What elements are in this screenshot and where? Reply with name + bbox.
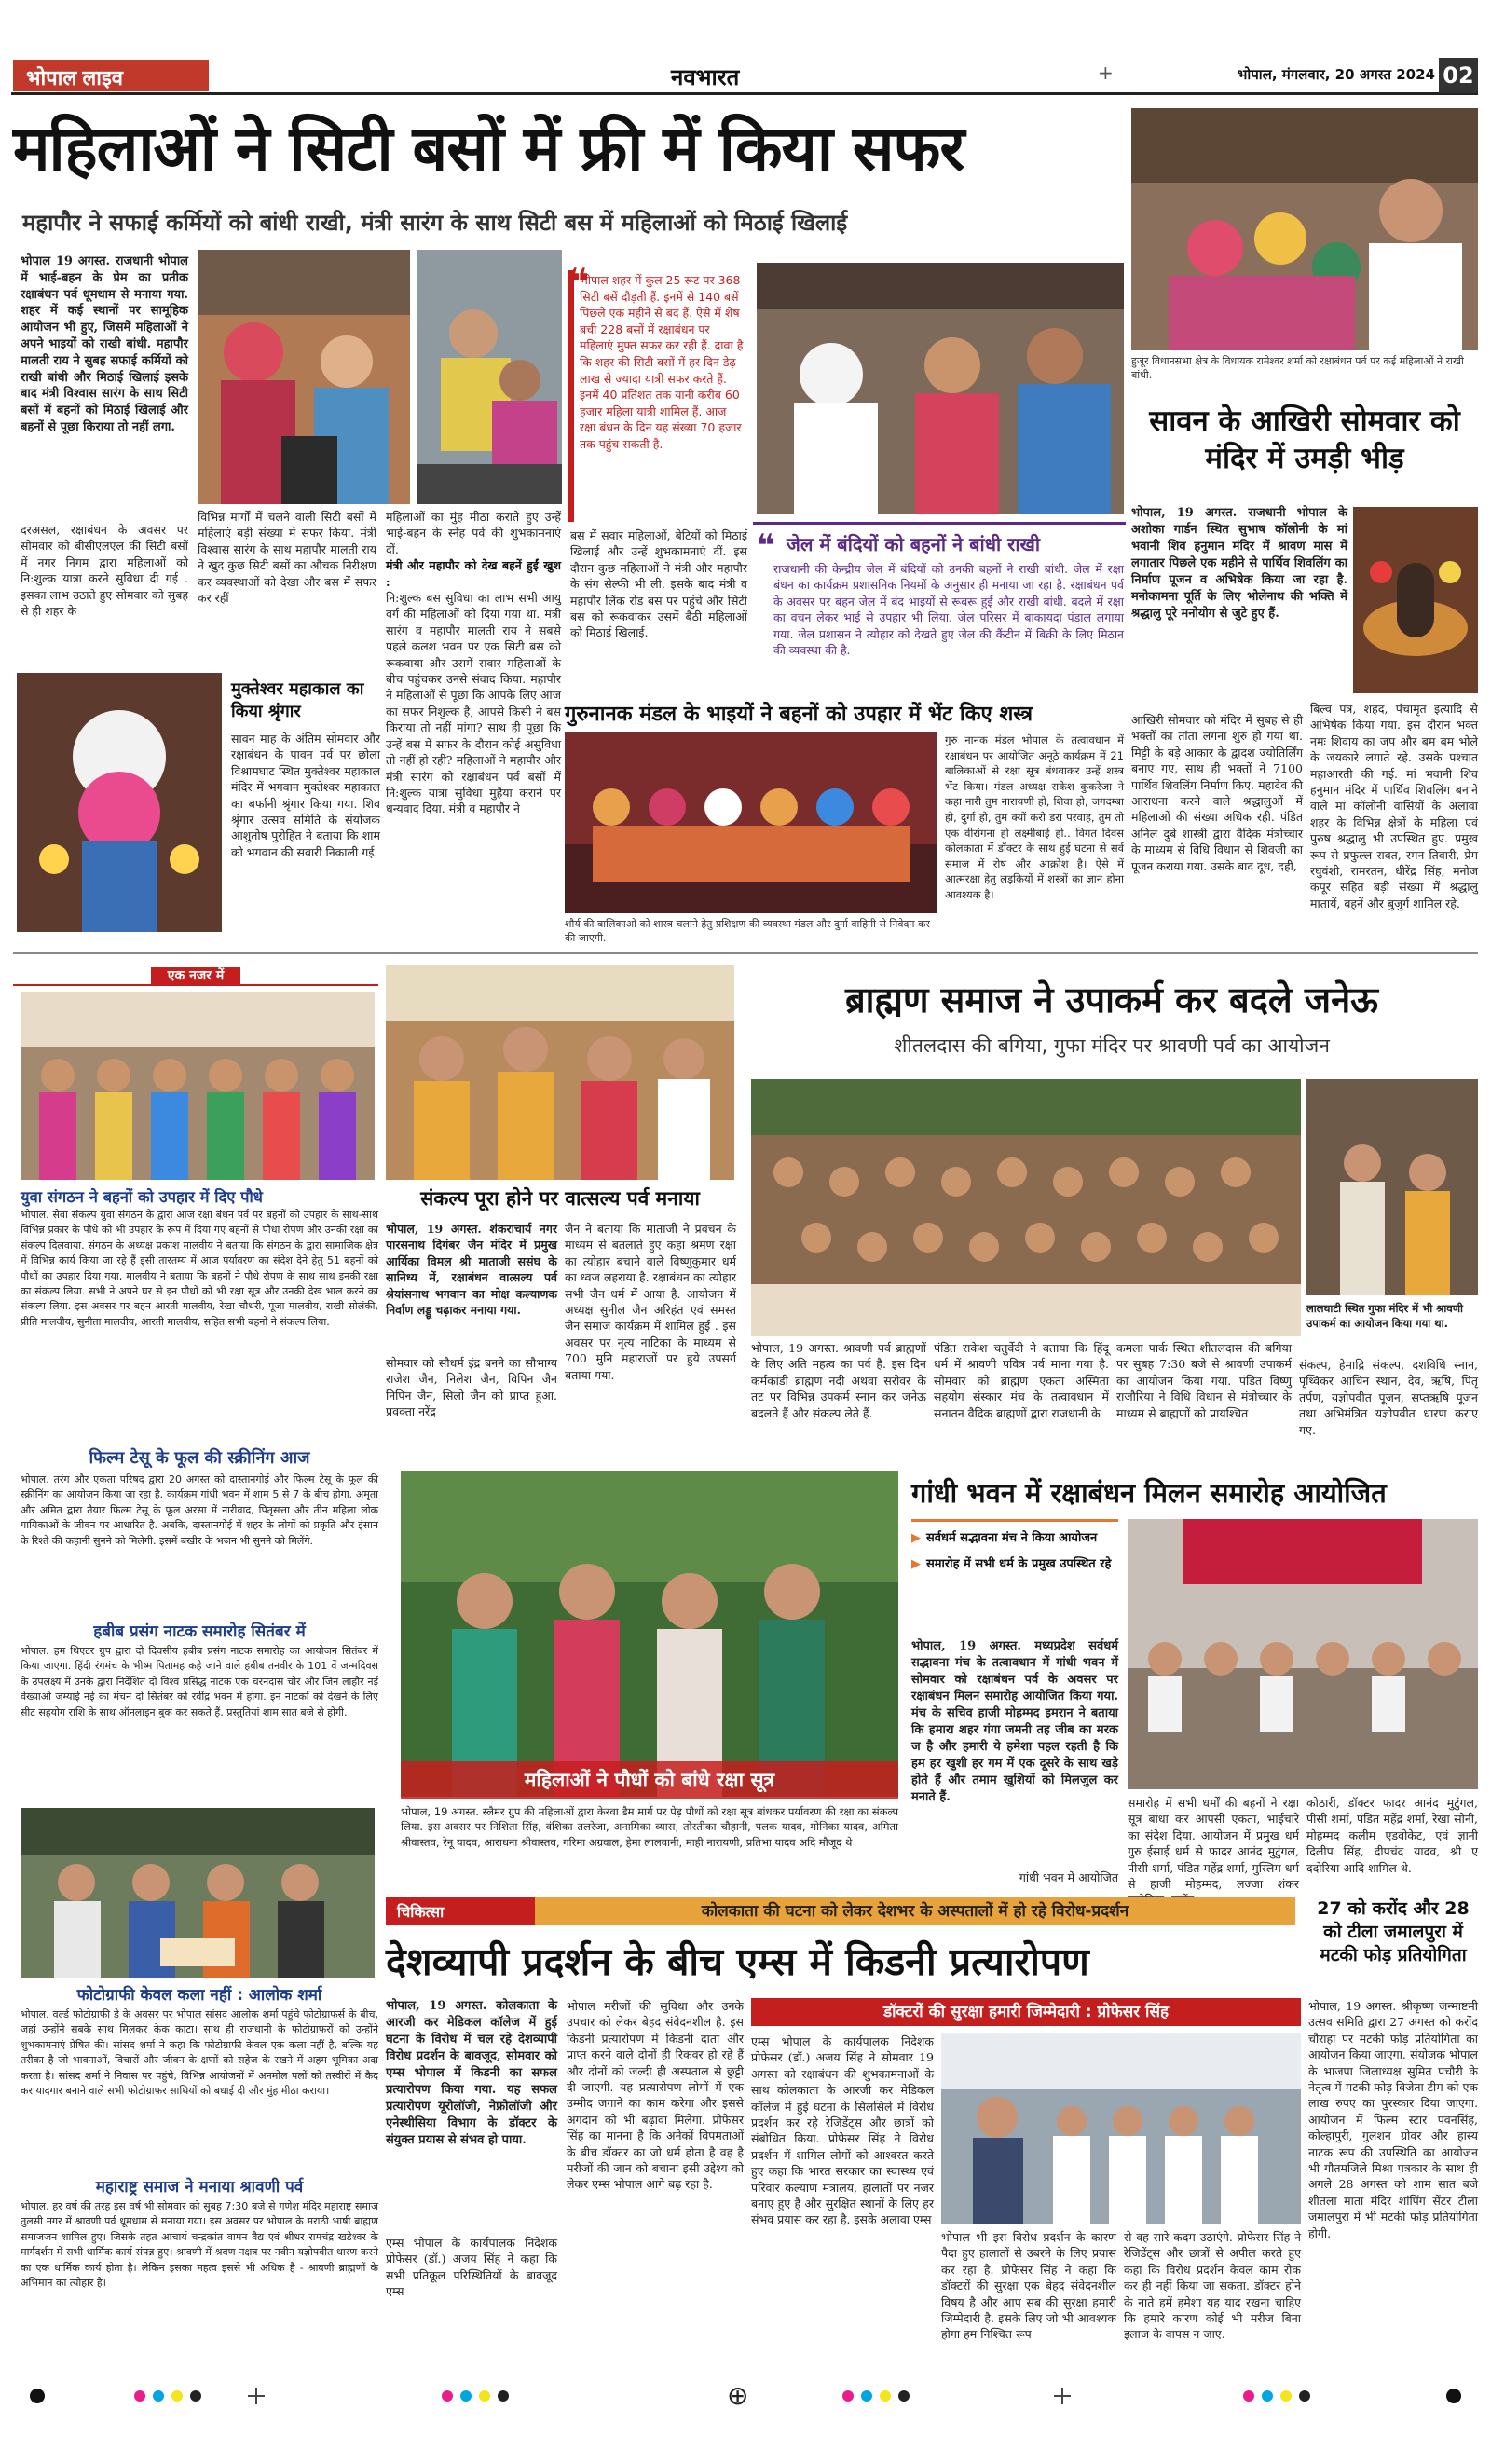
mahakal-body: सावन माह के अंतिम सोमवार और रक्षाबंधन के पावन पर्व पर छोला विश्रामघाट स्थित मुक्तेश्वर महाकाल मंदिर में भगवान मुक्तेश्वर महाकाल का बर्फानी श्रृंगार किया गया. शिव श्रृंगार उत्सव समिति के संयोजक आशुतोष पुरोहित ने बताया कि शाम को भगवान की सवारी निकाली गई. <box>231 732 380 859</box>
photo-mayor-bus <box>417 250 562 504</box>
s2-title: फिल्म टेसू के फूल की स्क्रीनिंग आज <box>89 1448 310 1468</box>
kidney-col3: एम्स भोपाल के कार्यपालक निदेशक प्रोफेसर (डॉ.) अजय सिंह ने सोमवार 19 अगस्त को रक्षाबंधन की शुभकामनाओं के साथ कोलकाता के आरजी कर मेडिकल कॉलेज में हुई घटना के सिलसिले में विरोध प्रदर्शन कर रहे रेजिडेंट्स और छात्रों को संबोधित किया. प्रोफेसर सिंह ने विरोध प्रदर्शन में शामिल लोगों को आश्वस्त करते हुए कहा कि भारत सरकार का स्वास्थ्य एवं परिवार कल्याण मंत्रालय, हालातों पर नजर बनाए हुए है और सुरक्षित स्थानों के लिए हर संभव प्रयास कर रहा है. इसके अलावा एम्स <box>751 2034 934 2227</box>
jail-quote-icon: ❝ <box>757 527 775 565</box>
ek-nazar-label <box>13 965 378 986</box>
brahman-col4: संकल्प, हेमाद्रि संकल्प, दशविधि स्नान, पृथ्विकर आंचिन स्थान, देव, ऋषि, पितृ तर्पण, यज्ञोपवीत पूजन, सप्तऋषि पूजन तथा अभिमंत्रित यज्ञोपवीत धारण कराए गए. <box>1299 1358 1478 1437</box>
gandhi-bullets <box>911 1519 1118 1631</box>
lead-col3: महिलाओं का मुंह मीठा कराते हुए उन्हें भाई-बहन के स्नेह पर्व की शुभकामनाएं दीं. <box>386 510 561 556</box>
s5-body: भोपाल. हर वर्ष की तरह इस वर्ष भी सोमवार को सुबह 7:30 बजे से गणेश मंदिर महाराष्ट्र समाज तुलसी नगर में श्रावणी पर्व धूमधाम से मनाया गया। इस अवसर पर भोपाल के मराठी भाषी ब्राह्मण समाजजन शामिल हुए। जिसके तहत आचार्य चन्द्रकांत वामन वैद्य एवं श्रीधर रामचंद्र खडेश्वर के मार्गदर्शन में सभी धार्मिक कार्य संपन्न हुए। श्रावणी में श्रवण नक्षत्र पर नवीन यज्ञोपवीत धारण करने का एक धार्मिक कार्य होता है। लेकिन इसका महत्व इससे भी अधिक है - श्रावणी ब्राह्मणों के अभिमान का त्योहार है। <box>21 2200 378 2290</box>
gandhi-col3: कोठारी, डॉक्टर फादर आनंद मुटुंगल, पीसी शर्मा, पंडित महेंद्र शर्मा, रेखा सोनी, मोहम्मद कलीम एडवोकेट, एवं ज्ञानी दिलीप सिंह, दीपचंद यादव, श्री ए ददोरिया आदि शामिल थे. <box>1306 1796 1478 1875</box>
photo-photographers <box>21 1808 375 1978</box>
s1-title: युवा संगठन ने बहनों को उपहार में दिए पौधे <box>21 1188 263 1206</box>
s3-body: भोपाल. हम थिएटर ग्रुप द्वारा दो दिवसीय हबीब प्रसंग नाटक समारोह का आयोजन सितंबर में किया जाएगा. हिंदी रंगमंच के भीष्म पितामह कहे जाने वाले हबीब तनवीर के 101 वें जन्मदिवस के उपलक्ष्य में उनके द्वारा निर्देशित दो विश्व प्रसिद्ध नाटक एक चरनदास चोर और जिन लाहौर नई वेख्याओ जम्याई नई का मंचन दो सितंबर को रवींद्र भवन में होगा. इन नाटकों को देखने के लिए सीट सहयोग राशि के साथ ऑनलाइन बुक कर सकते हैं. प्रस्तुतियां शाम सात बजे से होंगी. <box>21 1645 378 1718</box>
photo-gufa-mandir <box>1306 1079 1478 1295</box>
kidney-strip: कोलकाता की घटना को लेकर देशभर के अस्पतालों में हो रहे विरोध-प्रदर्शन <box>535 1897 1295 1925</box>
bullet-1 <box>911 1529 1118 1548</box>
dateline: भोपाल, मंगलवार, 20 अगस्त 2024 <box>1237 66 1435 83</box>
temple-headline: सावन के आखिरी सोमवार को मंदिर में उमड़ी भीड़ <box>1149 404 1460 475</box>
photo-brahman-ritual <box>751 1079 1301 1336</box>
row-divider <box>13 952 1478 954</box>
s2-body: भोपाल. तरंग और एकता परिषद द्वारा 20 अगस्त को दास्तानगोई और फिल्म टेसू के फूल की स्क्रीनिंग का आयोजन किया जा रहा है. कार्यक्रम गांधी भवन में शाम 5 से 7 के बीच होगा. अमृता और अमित द्वारा तैयार फिल्म टेसू के फूल अरसा में नारीवाद, पितृसत्ता और तीन महिला लोक गायिकाओं के जीवन पर आधारित है. अबकि, दास्तानगोई में शहर के लोगों को प्रकृति और इंसान के रिश्ते की कहानी सुनने को मिलेगी. इसमें बखीर के भजन भी सुनने को मिलेंगे. <box>21 1473 378 1547</box>
gandhi-headline: गांधी भवन में रक्षाबंधन मिलन समारोह आयोजित <box>911 1477 1387 1509</box>
kidney-headline: देशव्यापी प्रदर्शन के बीच एम्स में किडनी प्रत्यारोपण <box>386 1939 1089 1984</box>
lead-col3-wrap <box>386 509 561 938</box>
brahman-headline: ब्राह्मण समाज ने उपाकर्म कर बदले जनेऊ <box>844 979 1378 1020</box>
lead-col3-subhead: मंत्री और महापौर को देख बहनें हुईं खुश : <box>386 558 561 589</box>
photo-women-trees <box>401 1471 898 1797</box>
doctor-banner: डॉक्टरों की सुरक्षा हमारी जिम्मेदारी : प्रोफेसर सिंह <box>751 1998 1301 2026</box>
brahman-col2: पंडित राकेश चतुर्वेदी ने बताया कि हिंदू धर्म में श्रावणी पवित्र पर्व माना गया है. सोमवार को ब्राह्मण एकता अस्मिता सहयोग संस्कार मंच के तत्वावधान में सनातन वैदिक ब्राह्मणों द्वारा राजधानी के <box>934 1341 1109 1420</box>
ek-nazar-text: एक नजर में <box>151 967 241 984</box>
kidney-lead: भोपाल, 19 अगस्त. कोलकाता के आरजी कर मेडिकल कॉलेज में हुई घटना के विरोध में चल रहे देशव्यापी विरोध प्रदर्शन के बावजूद, सोमवार को एम्स भोपाल में किडनी का सफल प्रत्यारोपण किया गया. यह सफल प्रत्यारोपण यूरोलॉजी, नेफ्रोलॉजी और एनेस्थीसिया विभाग के डॉक्टर के संयुक्त प्रयास से संभव हो पाया. <box>386 1999 557 2147</box>
gurunanak-title: गुरुनानक मंडल के भाइयों ने बहनों को उपहार में भेंट किए शस्त्र <box>565 703 1033 726</box>
registration-crosshair-icon: ⊕ <box>727 2380 749 2411</box>
photo-jain-munis <box>386 965 734 1180</box>
vatsalya-title: संकल्प पूरा होने पर वात्सल्य पर्व मनाया <box>420 1187 700 1210</box>
vatsalya-body2: जैन ने बताया कि माताजी ने प्रवचन के माध्यम से बतलाते हुए कहा श्रमण रक्षा का त्योहार बचाने वाले विष्णुकुमार धर्म का ध्वज लहराया है. रक्षाबंधन का त्योहार सभी जैन धर्म में आया है. आयोजन में अध्यक्ष सुनील जैन अरिहंत एवं समस्त जैन समाज कार्यक्रम में शामिल हुई . इस अवसर पर नृत्य नाटिका के माध्यम से 700 मुनि महाराजों पर हुये उपसर्ग बताया गया. <box>565 1222 736 1382</box>
s4-body: भोपाल. वर्ल्ड फोटोग्राफी डे के अवसर पर भोपाल सांसद आलोक शर्मा पहुंचे फोटोग्राफर्स के बीच, जहां उन्होंने सबके साथ मिलकर केक काटा। साथ ही राजधानी के फोटोग्राफरों को उन्होंने शुभकामनाएं प्रेषित की। सांसद शर्मा ने कहा कि फोटोग्राफी केवल एक कला नहीं है, बल्कि यह तरीका है जो भावनाओं, विचारों और जीवन के क्षणों को सहेज के रखने में अहम भूमिका अदा करता है। सांसद शर्मा ने निवास पर पहुंचे, विभिन्न आयोजनों में अनमोल पलों को तस्वीरों में कैद कर यादगार बनाने वाले सभी फोटोग्राफर साथियों को बधाई दी और मुंह मीठा कराया। <box>21 2008 378 2098</box>
photo-plants-gift <box>21 992 375 1180</box>
gurunanak-caption: शौर्य की बालिकाओं को शास्त्र चलाने हेतु प्रशिक्षण की व्यवस्था मंडल और दुर्गा वाहिनी से निवेदन कर की जाएगी. <box>565 918 930 944</box>
kidney-lead-tail: एम्स भोपाल के कार्यपालक निदेशक प्रोफेसर (डॉ.) अजय सिंह ने कहा कि सभी प्रतिकूल परिस्थितियों के बावजूद एम्स <box>386 2236 557 2299</box>
mahakal-title: मुक्तेश्वर महाकाल का किया श्रृंगार <box>231 679 364 721</box>
aiims-caption-1: भोपाल भी इस विरोध प्रदर्शन के कारण पैदा हुए हालातों से उबरने के लिए प्रयास कर रहा है. प्रोफेसर सिंह ने कहा कि डॉक्टरों की सुरक्षा एक बेहद संवेदनशील विषय है और आप सब की सुरक्षा हमारी जिम्मेदारी है. इसके लिए जो भी आवश्यक होगा हम निश्चित रूप <box>941 2230 1116 2342</box>
photo-shivling <box>1353 507 1478 693</box>
paper-name: नवभारत <box>671 63 740 90</box>
quote-mark-icon: ❝ <box>568 261 590 302</box>
gufa-caption: लालघाटी स्थित गुफा मंदिर में भी श्रावणी उपाकर्म का आयोजन किया गया था. <box>1306 1302 1464 1331</box>
dahi-headline: 27 को करोंद और 28 को टीला जमालपुरा में मटकी फोड़ प्रतियोगिता <box>1317 1898 1470 1965</box>
aiims-caption-2: से वह सारे कदम उठाएंगे. प्रोफेसर सिंह ने रेजिडेंट्स और छात्रों से अपील करते हुए कहा कि विरोध प्रदर्शन केवल काम रोक कर ही नहीं किया जा सकता. डॉक्टर होने के नाते हमें हमेशा यह याद रखना चाहिए कि हमारे कारण कोई भी मरीज बिना इलाज के वापस न जाए. <box>1124 2230 1301 2342</box>
plants-caption-bar: महिलाओं ने पौधों को बांधे रक्षा सूत्र <box>401 1761 898 1799</box>
info-box-text: भोपाल शहर में कुल 25 रूट पर 368 सिटी बसें दौड़ती हैं. इनमें से 140 बसें पिछले एक महीने से बंद हैं. ऐसे में शेष बची 228 बसों में रक्षाबंधन पर महिलाएं मुफ्त सफर कर रही हैं. दावा है कि शहर की सिटी बसों में हर दिन डेढ़ लाख से ज्यादा यात्री सफर करते हैं. इनमें 40 प्रतिशत तक यानी करीब 60 हजार महिला यात्री शामिल हैं. आज रक्षा बंधन के दिन यह संख्या 70 हजार तक पहुंच सकती है. <box>580 273 744 451</box>
gurunanak-body: गुरु नानक मंडल भोपाल के तत्वावधान में रक्षाबंधन पर आयोजित अनूठे कार्यक्रम में 21 बालिकाओं से रक्षा सूत्र बंधवाकर उन्हें शस्त्र भेंट किया। मंडल अध्यक्ष राकेश कुकरेजा ने कहा नारी तुम नारायणी हो, शिवा हो, जगदम्बा हो, दुर्गा हो, तुम क्यों करो डरा परवाह, तुम तो एक वीरांगना हो लक्ष्मीबाई हो.. विगत दिवस कोलकाता में डॉक्टर के साथ हुई घटना से सर्व समाज में रोष और आक्रोश है। ऐसे में आत्मरक्षा हेतु लड़कियों में शस्त्रों का ज्ञान होना आवश्यक है। <box>945 733 1124 901</box>
photo-gurunanak <box>565 732 937 913</box>
bullet-2 <box>911 1555 1118 1574</box>
arrow-icon: ▶ <box>911 1531 921 1545</box>
lead-col4: बस में सवार महिलाओं, बेटियों को मिठाई खिलाई और उन्हें शुभकामनाएं दीं. इस दौरान कुछ महिलाओं ने मंत्री और महापौर के संग सेल्फी भी ली. इसके बाद मंत्री व महापौर लिंक रोड बस पर पहुंचे और सिटी बस को रूकवाकर उसमें बैठी महिलाओं को मिठाई खिलाई. <box>570 528 747 640</box>
lead-intro: भोपाल 19 अगस्त. राजधानी भोपाल में भाई-बहन के प्रेम का प्रतीक रक्षाबंधन पर्व धूमधाम से मनाया गया. शहर में कई स्थानों पर सामूहिक आयोजन भी हुए, जिसमें महिलाओं ने अपने भाइयों को राखी बांधी. महापौर मालती राय ने सुबह सफाई कर्मियों को राखी बांधी और मिठाई खिलाई इसके बाद मंत्री विश्वास सारंग के साथ सिटी बसों में बहनों को मिठाई खिलाई और बहनों से पूछा किराया तो नहीं लगा. <box>21 254 188 434</box>
bullet-1-text: सर्वधर्म सद्भावना मंच ने किया आयोजन <box>926 1531 1098 1545</box>
lead-col1: दरअसल, रक्षाबंधन के अवसर पर सोमवार को बीसीएलएल की सिटी बसों में नगर निगम द्वारा महिलाओं को नि:शुल्क यात्रा करने सुविधा दी गई . इसका लाभ उठाते हुए सोमवार को सुबह से ही शहर के <box>21 523 188 619</box>
s4-title: फोटोग्राफी केवल कला नहीं : आलोक शर्मा <box>76 1986 322 2005</box>
photo-bus-women <box>198 250 410 504</box>
photo-sisters-crowd <box>757 263 1124 514</box>
page-number: 02 <box>1439 58 1478 93</box>
bullet-2-text: समारोह में सभी धर्म के प्रमुख उपस्थित रहे <box>926 1557 1112 1571</box>
s3-title: हबीब प्रसंग नाटक समारोह सितंबर में <box>93 1622 306 1641</box>
s1-body: भोपाल. सेवा संकल्प युवा संगठन के द्वारा आज रक्षा बंधन पर्व पर बहनों को उपहार के साथ-साथ विभिन्न प्रकार के पौधे को भी उपहार के रूप में दिया गए बहनों से पौधा रोपण और उनकी रक्षा का संकल्प दिलवाया. संगठन के अध्यक्ष प्रकाश मालवीय ने बताया कि संगठन के द्वारा सामाजिक क्षेत्र में विभिन्न कार्य किया जा रहे हैं इसी तारतम्य में आज पर्यावरण का संदेश देने हेतु 51 बहनों को पौधों का उपहार दिया गया, मालवीय ने बताया कि बहनों ने पौधे रोपण के साथ साथ इनकी रक्षा का संकल्प लिया. सभी ने अपने घर से इन पौधों को भी रक्षा सूत्र और उनकी देख भाल करने का संकल्प लिया. इस अवसर पर बहन आरती मालवीय, रेखा चौधरी, पूजा मालवीय, राखी सोलंकी, प्रीति मालवीय, सुनीता मालवीय, आरती मालवीय, सहित सभी बहनों ने संकल्प लिया. <box>21 1209 378 1328</box>
photo-mla-rakhi <box>1131 108 1478 350</box>
photo-gandhi-bhawan <box>1128 1519 1478 1789</box>
brahman-col1: भोपाल, 19 अगस्त. श्रावणी पर्व ब्राह्मणों के लिए अति महत्व का पर्व है. इस दिन कर्मकांडी ब्राह्मण नदी अथवा सरोवर के तट पर विभिन्न उपकर्म स्नान कर जनेऊ बदलते हैं और संकल्प लेते हैं. <box>751 1341 926 1420</box>
registration-mark-icon: + <box>1098 62 1114 84</box>
temple-intro: भोपाल, 19 अगस्त. राजधानी भोपाल के अशोका गार्डन स्थित सुभाष कॉलोनी के मां भवानी शिव हनुमान मंदिर में श्रावण मास में लगातार पिछले एक महीने से पार्थिव शिवलिंग का निर्माण पूजन व अभिषेक किया जा रहा है. मनोकामना पूर्ति के लिए भोलेनाथ की भक्ति में श्रद्धालु पूरे मनोयोग से जुटे हुए हैं. <box>1131 506 1347 621</box>
kidney-tag: चिकित्सा <box>386 1897 535 1925</box>
temple-col2: बिल्व पत्र, शहद, पंचामृत इत्यादि से अभिषेक किया गया. इस दौरान भक्त नमः शिवाय का जप और बम बम भोले के जयकारे लगाते रहे. उसके पश्चात महाआरती की गई. मां भवानी शिव हनुमान मंदिर में पार्थिव शिवलिंग बनाने वाले मां कॉलोनी वासियों के अलावा शहर के विभिन्न क्षेत्रों के महिला एवं पुरुष श्रद्धालु भी उपस्थित हुए. प्रमुख रूप से प्रफुल्ल रावत, रमन तिवारी, प्रेम रघुवंशी, रामरतन, धीरेंद्र सिंह, मनोज कपूर सहित बड़ी संख्या में श्रद्धालु मातायें, बहनें और बुजुर्ग शामिल रहे. <box>1310 702 1478 910</box>
photo-aiims-protest <box>941 2033 1301 2224</box>
jail-body: राजधानी की केन्द्रीय जेल में बंदियों को उनकी बहनों ने राखी बांधी. जेल में रक्षा बंधन का कार्यक्रम प्रशासनिक नियमों के अनुसार ही मनाया जा रहा है. रक्षाबंधन पर्व के अवसर पर बहन जेल में बंद भाइयों से रूबरू हुई और राखी बांधी. बदले में रक्षा का वचन लेकर भाई से उपहार भी लिया. जेल परिसर में बाकायदा पंडाल लगाया गया. जेल प्रशासन ने त्योहार को देखते हुए जेल की कैंटीन में बिक्री के लिए मिठान की व्यवस्था की है. <box>773 562 1124 658</box>
vatsalya-body: सोमवार को सौधर्म इंद्र बनने का सौभाग्य राजेश जैन, निलेश जैन, विपिन जैन निपिन जैन, सिलो जैन को प्राप्त हुआ. प्रवक्ता नरेंद्र <box>386 1356 557 1419</box>
dahi-body: भोपाल, 19 अगस्त. श्रीकृष्ण जन्माष्टमी उत्सव समिति द्वारा 27 अगस्त को करोंद चौराहा पर मटकी फोड़ प्रतियोगिता का आयोजन किया जाएगा. संयोजक भोपाल के भाजपा जिलाध्यक्ष सुमित पचौरी के नेतृत्व में मटकी फोड़ विजेता टीम को एक लाख रुपए का पुरस्कार दिया जाएगा. आयोजन में फिल्म स्टार पवनसिंह, कोल्हापुरी, गुलशन ग्रोवर और हास्य नाटक रूप की उपस्थिति का आयोजन भी गौतमजिले मिश्रा पत्रकार के साथ ही अगले 28 अगस्त को शाम सात बजे शीतला माता मंदिर शांपिंग सेंटर टीला जमालपुरा में भी मटकी फोड़ प्रतियोगिता होगी. <box>1308 1999 1478 2240</box>
lead-col2: विभिन्न मार्गों में चलने वाली सिटी बसों में महिलाएं बड़ी संख्या में सफर किया. मंत्री विश्वास सारंग के साथ महापौर मालती राय ने खुद कुछ सिटी बसों का औचक निरीक्षण कर व्यवस्थाओं को देखा और बस में सफर कर रहीं <box>198 510 376 606</box>
brahman-col3: कमला पार्क स्थित शीतलदास की बगिया पर सुबह 7:30 बजे से श्रावणी उपाकर्म का आयोजन किया गया. पंडित विष्णु राजौरिया ने विधि विधान से मंत्रोच्चार के माध्यम से ब्राह्मणों को प्रायश्चित <box>1116 1341 1292 1420</box>
temple-col1: आखिरी सोमवार को मंदिर में सुबह से ही भक्तों का तांता लगना शुरु हो गया था. मिट्टी के बड़े आकार के द्वादश ज्योतिर्लिंग बनाए गए, साथ ही भक्तों ने 7100 पार्थिव शिवलिंग निर्माण किए. महादेव की आराधना करने वाले श्रद्धालुओं में महिलाओं की संख्या अधिक रही. पंडित अनिल दुबे शास्त्री द्वारा वैदिक मंत्रोच्चार के माध्यम से विधि विधान से शिवजी का पूजन कराया गया. उसके बाद दूध, दही, <box>1131 713 1303 873</box>
s5-title: महाराष्ट्र समाज ने मनाया श्रावणी पर्व <box>95 2178 304 2197</box>
section-tag: भोपाल लाइव <box>13 60 209 91</box>
gandhi-lead: भोपाल, 19 अगस्त. मध्यप्रदेश सर्वधर्म सद्भावना मंच के तत्वावधान में गांधी भवन में सोमवार को रक्षाबंधन पर्व के अवसर पर रक्षाबंधन मिलन समारोह आयोजित किया गया. मंच के सचिव हाजी मोहम्मद इमरान ने बताया कि हमारा शहर गंगा जमनी तह जीब का मरक ज है और हमारी ये हमेशा पहल रहती है कि हम हर खुशी हर गम में एक दूसरे के साथ खड़े होते हैं और तमाम खुशियों को मिलजुल कर मनाते हैं. <box>911 1639 1118 1804</box>
arrow-icon: ▶ <box>911 1557 921 1571</box>
gandhi-tail: गांधी भवन में आयोजित <box>1019 1870 1118 1884</box>
lead-headline: महिलाओं ने सिटी बसों में फ्री में किया सफर <box>13 113 964 185</box>
lead-col3b: नि:शुल्क बस सुविधा का लाभ सभी आयु वर्ग की महिलाओं को दिया गया था. मंत्री सारंग व महापौर मालती राय ने सबसे पहले कलश भवन पर एक सिटी बस को रूकवाया और उसमें सवार महिलाओं के बीच पहुंचकर उनसे संवाद किया. महापौर ने महिलाओं से पूछा कि आपके लिए आज का सफर निशुल्क है, आपसे किसी ने बस किराया तो नहीं मांगा? साथ ही पूछा कि उन्हें बस में सफर के दौरान कोई असुविधा तो नहीं हो रही? महिलाओं ने महापौर और मंत्री सारंग को रक्षाबंधन पर्व बसों में नि:शुल्क यात्रा सुविधा मुहैया कराने पर धन्यवाद दिया. मंत्री व महापौर ने <box>386 591 561 816</box>
photo-mahakal <box>17 673 222 932</box>
vatsalya-lead: भोपाल, 19 अगस्त. शंकराचार्य नगर पारसनाथ दिगंबर जैन मंदिर में प्रमुख आर्यिका विमल श्री माताजी ससंघ के सानिध्य में, रक्षाबंधन वात्सल्य पर्व श्रेयांसनाथ भगवान का मोक्ष कल्याणक निर्वाण लड्डू चढ़ाकर मनाया गया. <box>386 1222 557 1318</box>
mla-caption: हुजूर विधानसभा क्षेत्र के विधायक रामेश्वर शर्मा को रक्षाबंधन पर्व पर कई महिलाओं ने राखी बांधी. <box>1131 355 1464 381</box>
brahman-subhead: शीतलदास की बगिया, गुफा मंदिर पर श्रावणी पर्व का आयोजन <box>894 1034 1330 1057</box>
jail-title: जेल में बंदियों को बहनों ने बांधी राखी <box>787 533 1041 555</box>
plants-body: भोपाल, 19 अगस्त. स्लैमर ग्रुप की महिलाओं द्वारा केरवा डैम मार्ग पर पेड़ पौधों को रक्षा सूत्र बांधकर पर्यावरण की रक्षा का संकल्प लिया. इस अवसर पर निशिता सिंह, वंशिका तलरेजा, अनामिका व्यास, तोरतीका चौहानी, पलक यादव, मोनिका यादव, अमिता श्रीवास्तव, रेनू यादव, आराधना श्रीवास्तव, गरिमा अग्रवाल, हेमा लालवानी, माही नारायणी, प्रतिभा यादव अदि मौजूद थे <box>401 1805 898 1849</box>
kidney-col2: भोपाल मरीजों की सुविधा और उनके उपचार को लेकर बेहद संवेदनशील है. इस किडनी प्रत्यारोपण में किडनी दाता और प्राप्त करने वाले दोनों ही रिकवर हो रहे हैं और दोनों को जल्दी ही अस्पताल से छुट्टी दी जाएगी. यह प्रत्यारोपण लोगों में एक उम्मीद जगाने का काम करेगा और इससे अंगदान को भी बढ़ावा मिलेगा. प्रोफेसर सिंह का मानना है कि अनेकों विपमताओं के बीच डॉक्टर का जो धर्म होता है वह है मरीजों की जान को बचाना इसी उद्देश्य को लेकर एम्स भोपाल आगे बढ़ रहा है. <box>567 1999 744 2192</box>
gandhi-col2: समारोह में सभी धर्मों की बहनों ने रक्षा सूत्र बांधा कर आपसी एकता, भाईचारे का संदेश दिया. आयोजन में प्रमुख धर्म गुरु ईसाई धर्म से फादर आनंद मुटुंगल, पीसी शर्मा, पंडित महेंद्र शर्मा, मुस्लिम धर्म से हाजी मोहम्मद, लज्जा शंकर <box>1128 1796 1299 1892</box>
lead-subhead: महापौर ने सफाई कर्मियों को बांधी राखी, मंत्री सारंग के साथ सिटी बस में महिलाओं को मिठाई खिलाई <box>22 210 848 236</box>
